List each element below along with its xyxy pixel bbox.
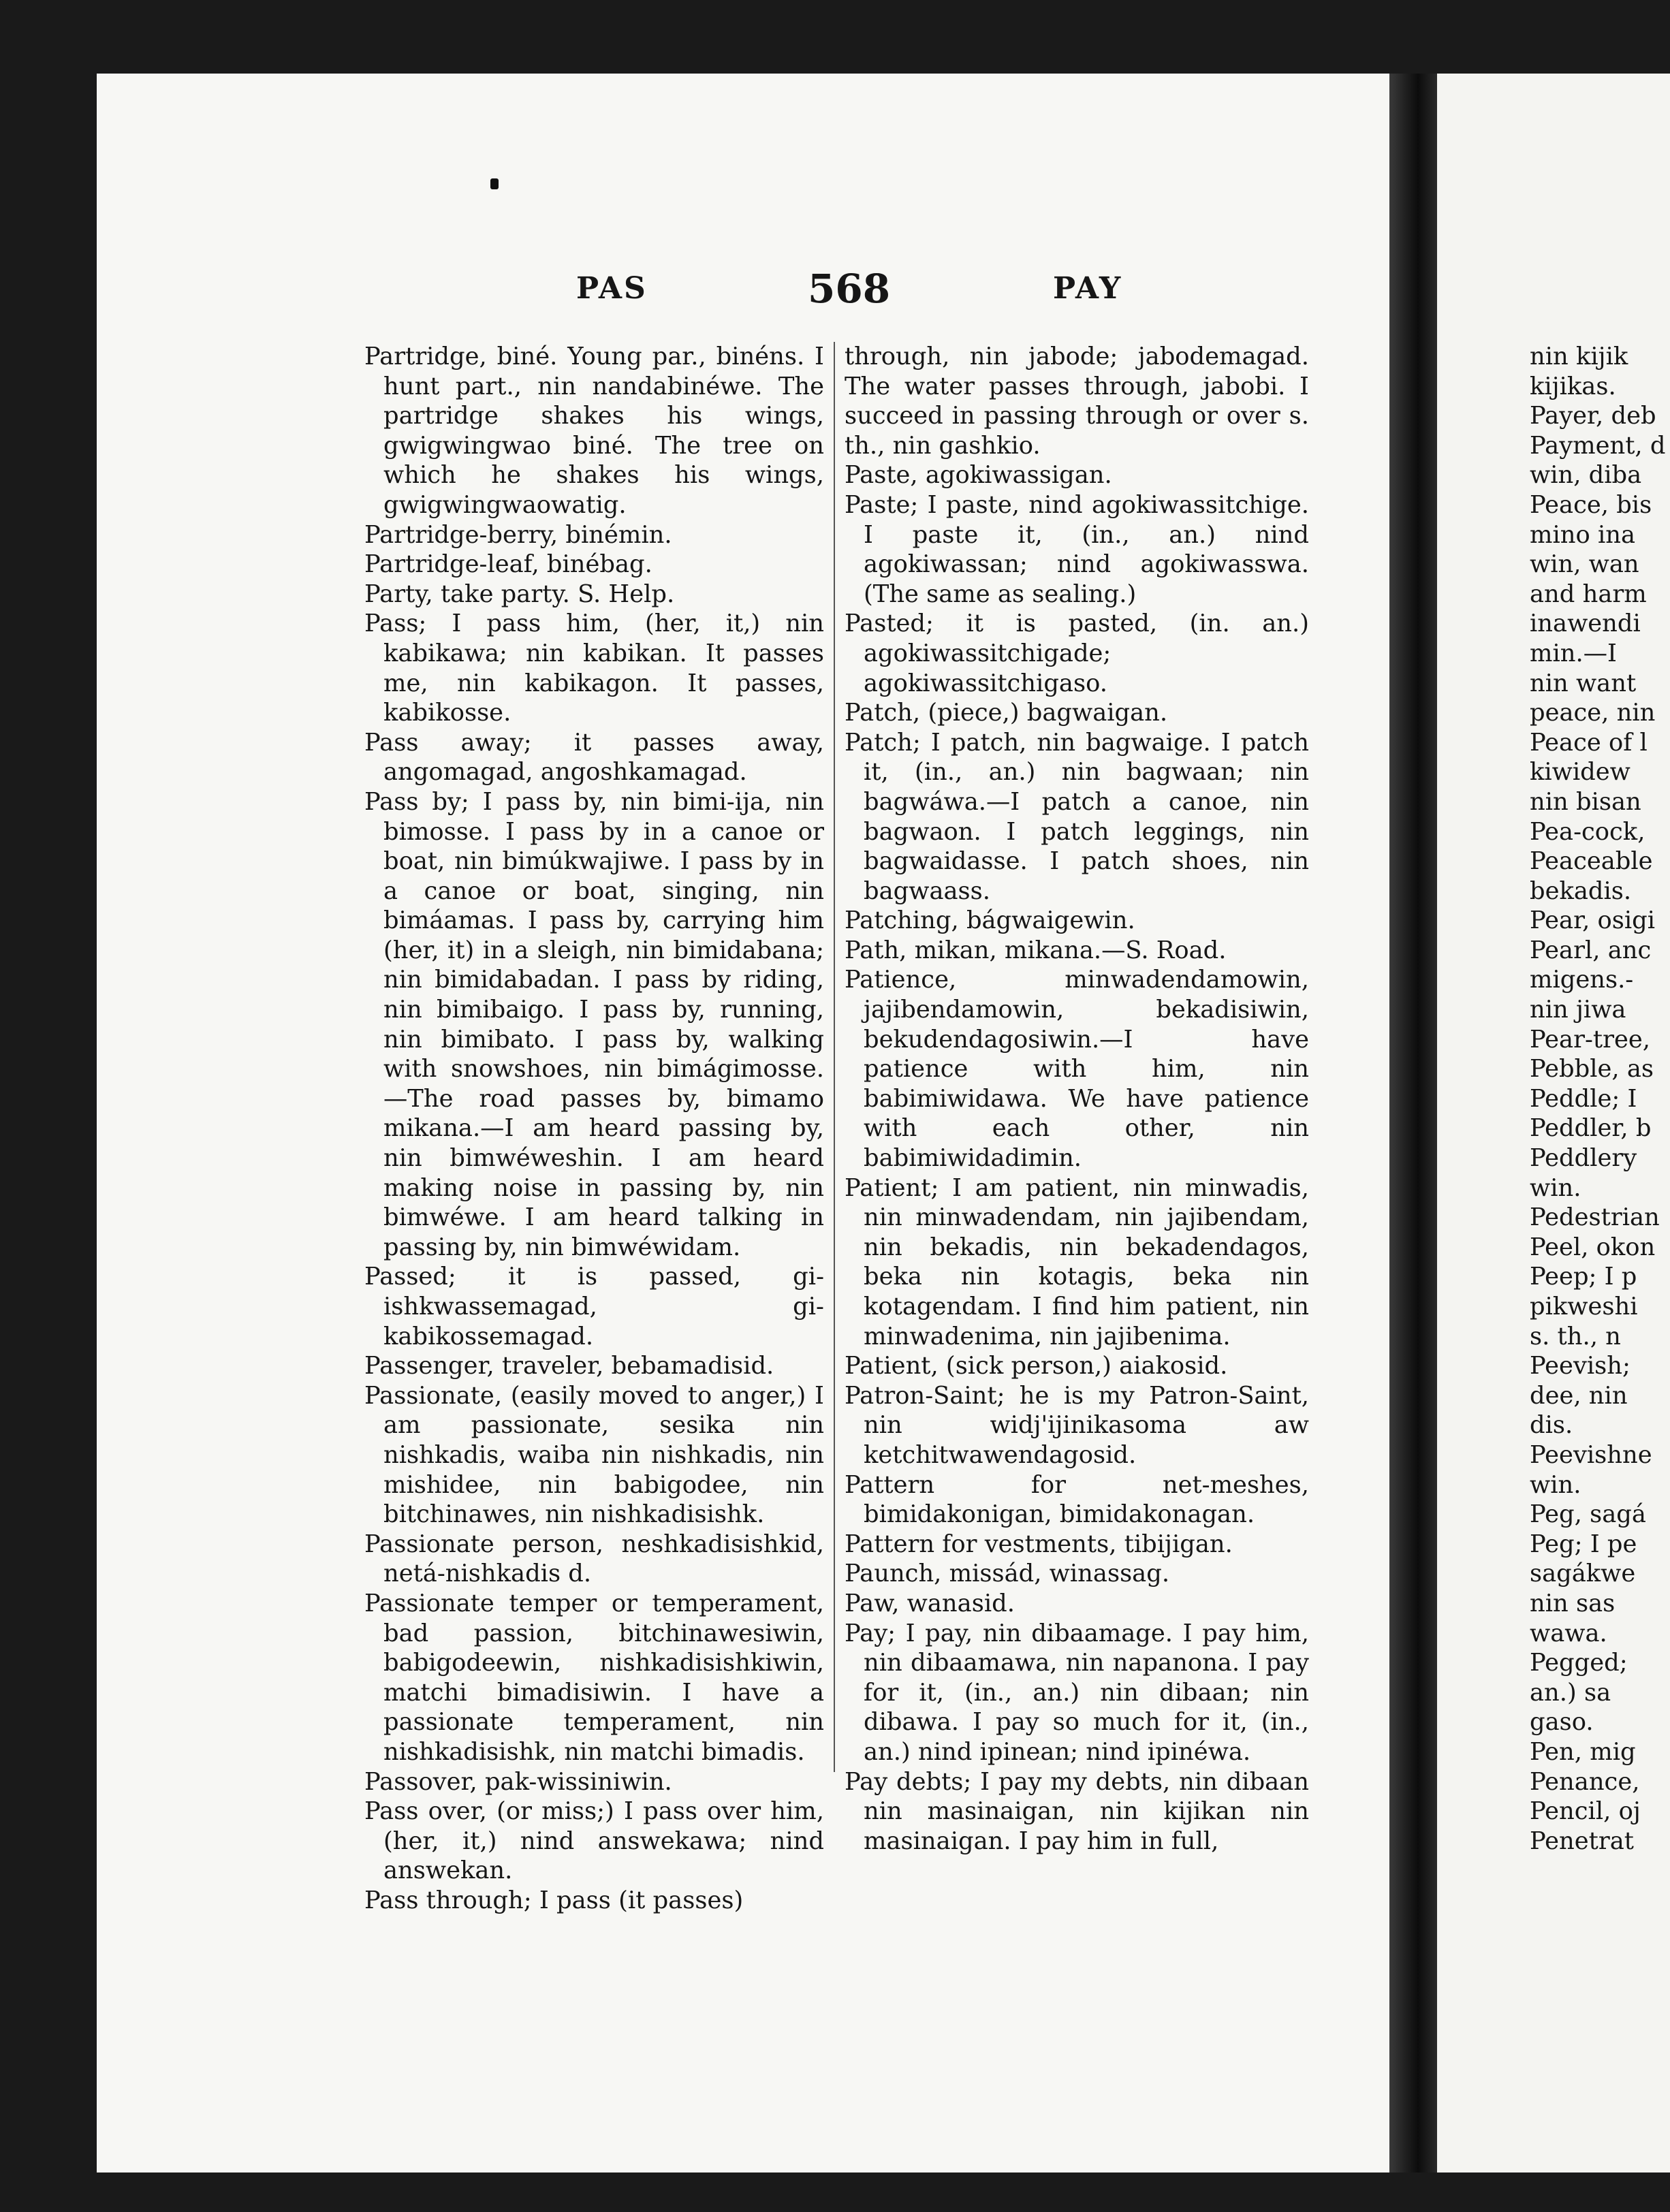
entry-fragment: Pegged; (1530, 1649, 1628, 1677)
entry-fragment: s. th., n (1530, 1322, 1621, 1350)
entry-fragment: wawa. (1530, 1619, 1607, 1647)
entry-fragment: Peace of l (1530, 728, 1648, 757)
entry-fragment: an.) sa (1530, 1678, 1611, 1707)
entry-fragment: min.—I (1530, 639, 1617, 667)
running-head-left: PAS (576, 271, 648, 306)
entry-fragment: Peevish; (1530, 1352, 1630, 1380)
entry-fragment: dee, nin (1530, 1381, 1628, 1410)
entry-fragment: inawendi (1530, 610, 1641, 638)
dictionary-column-left (364, 342, 824, 1915)
column-divider (834, 342, 835, 1772)
entry-fragment: win. (1530, 1470, 1581, 1499)
dictionary-entry: Passionate, (easily moved to anger,) I am passionate, sesika nin nishkadis, waiba nin nishkadis, nin mishidee, nin babigodee, nin bitchinawes, nin nishkadisishk. (364, 1381, 824, 1529)
dictionary-entry: Patch, (piece,) bagwaigan. (845, 699, 1168, 727)
dictionary-entry: Patience, minwadendamowin, jajibendamowin, bekadisiwin, bekudendagosiwin.—I have patience with him, nin babimiwidawa. We have patience with each other, nin babimiwidadimin. (845, 966, 1309, 1173)
dictionary-entry: Patching, bágwaigewin. (845, 906, 1135, 935)
entry-fragment: Pedestrian (1530, 1203, 1660, 1232)
dictionary-entry: Passionate person, neshkadisishkid, netá-nishkadis d. (364, 1530, 824, 1588)
dictionary-entry: Pattern for net-meshes, bimidakonigan, bimidakonagan. (845, 1470, 1309, 1529)
dictionary-entry: Partridge, biné. Young par., binéns. I hunt part., nin nandabinéwe. The partridge shakes his wings, gwigwingwao biné. The tree on which he shakes his wings, gwigwingwaowatig. (364, 343, 824, 519)
dictionary-entry: Paunch, missád, winassag. (845, 1560, 1170, 1588)
dictionary-entry: Partridge-leaf, binébag. (364, 550, 652, 579)
entry-fragment: win, diba (1530, 461, 1642, 490)
entry-fragment: Peg; I pe (1530, 1530, 1637, 1558)
entry-fragment: Peace, bis (1530, 490, 1652, 519)
entry-fragment: Peaceable (1530, 847, 1653, 876)
dictionary-entry: Pay debts; I pay my debts, nin dibaan nin masinaigan, nin kijikan nin masinaigan. I pay him in full, (845, 1767, 1309, 1855)
entry-fragment: nin want (1530, 669, 1637, 697)
entry-fragment: Peddlery (1530, 1144, 1637, 1173)
dictionary-entry: Paste; I paste, nind agokiwassitchige. I paste it, (in., an.) nind agokiwassan; nind agokiwasswa. (The same as sealing.) (845, 490, 1309, 608)
entry-fragment: Peddler, b (1530, 1114, 1652, 1143)
entry-fragment: nin kijik (1530, 343, 1628, 370)
entry-fragment: pikweshi (1530, 1293, 1638, 1321)
facing-page-column-fragment (1530, 342, 1670, 1856)
dictionary-entry: Pass; I pass him, (her, it,) nin kabikawa; nin kabikan. It passes me, nin kabikagon. It passes, kabikosse. (364, 610, 824, 727)
entry-fragment: Payer, deb (1530, 402, 1656, 430)
entry-fragment: dis. (1530, 1411, 1573, 1440)
entry-fragment: kijikas. (1530, 372, 1616, 400)
entry-fragment: nin jiwa (1530, 996, 1626, 1024)
entry-fragment: Penance, (1530, 1767, 1640, 1796)
entry-fragment: Pencil, oj (1530, 1797, 1641, 1826)
entry-fragment: win. (1530, 1173, 1581, 1202)
dictionary-entry: Pattern for vestments, tibijigan. (845, 1530, 1233, 1558)
entry-fragment: Pen, mig (1530, 1737, 1636, 1766)
book-gutter (1389, 74, 1437, 2172)
dictionary-entry: Party, take party. S. Help. (364, 580, 675, 608)
entry-fragment: Pea-cock, (1530, 817, 1645, 846)
entry-fragment: sagákwe (1530, 1560, 1636, 1588)
entry-fragment: Payment, d (1530, 431, 1666, 460)
page-number: 568 (808, 266, 891, 312)
dictionary-entry: Passionate temper or temperament, bad passion, bitchinawesiwin, babigodeewin, nishkadisishkiwin, matchi bimadisiwin. I have a passionate temperament, nin nishkadisishk, nin matchi bimadis. (364, 1589, 824, 1766)
dictionary-entry: through, nin jabode; jabodemagad. The water passes through, jabobi. I succeed in passing through or over s. th., nin gashkio. (845, 343, 1309, 460)
dictionary-entry: Pass away; it passes away, angomagad, angoshkamagad. (364, 728, 824, 787)
dictionary-entry: Partridge-berry, binémin. (364, 520, 672, 549)
dictionary-entry: Pasted; it is pasted, (in. an.) agokiwassitchigade; agokiwassitchigaso. (845, 610, 1309, 697)
entry-fragment: Peddle; I (1530, 1084, 1637, 1113)
entry-fragment: Penetrat (1530, 1827, 1634, 1855)
entry-fragment: Peep; I p (1530, 1263, 1637, 1291)
dictionary-entry: Patient, (sick person,) aiakosid. (845, 1352, 1228, 1380)
dictionary-entry: Patient; I am patient, nin minwadis, nin minwadendam, nin jajibendam, nin bekadis, nin bekadendagos, beka nin kotagis, beka nin kotagendam. I find him patient, nin minwadenima, nin jajibenima. (845, 1173, 1309, 1350)
entry-fragment: Peevishne (1530, 1440, 1652, 1469)
dictionary-entry: Pay; I pay, nin dibaamage. I pay him, nin dibaamawa, nin napanona. I pay for it, (in., an.) nin dibaan; nin dibawa. I pay so much for it, (in., an.) nind ipinean; nind ipinéwa. (845, 1619, 1309, 1766)
entry-fragment: Pearl, anc (1530, 936, 1652, 964)
entry-fragment: nin bisan (1530, 787, 1641, 816)
dictionary-entry: Passed; it is passed, gi-ishkwassemagad, gi-kabikossemagad. (364, 1263, 824, 1350)
dictionary-entry: Passenger, traveler, bebamadisid. (364, 1352, 774, 1380)
entry-fragment: Pear-tree, (1530, 1025, 1650, 1054)
entry-fragment: bekadis. (1530, 876, 1632, 905)
entry-fragment: win, wan (1530, 550, 1639, 579)
entry-fragment: and harm (1530, 580, 1647, 608)
entry-fragment: mino ina (1530, 520, 1636, 549)
dictionary-column-right (845, 342, 1309, 1856)
dictionary-entry: Pass by; I pass by, nin bimi-ija, nin bimosse. I pass by in a canoe or boat, nin bimúkwajiwe. I pass by in a canoe or boat, singing, nin bimáamas. I pass by, carrying him (her, it) in a sleigh, nin bimidabana; nin bimidabadan. I pass by riding, nin bimibaigo. I pass by, running, nin bimibato. I pass by, walking with snowshoes, nin bimágimosse.—The road passes by, bimamo mikana.—I am heard passing by, nin bimwéweshin. I am heard making noise in passing by, nin bimwéwe. I am heard talking in passing by, nin bimwéwidam. (364, 787, 824, 1261)
entry-fragment: Pear, osigi (1530, 906, 1656, 935)
dictionary-entry: Paw, wanasid. (845, 1589, 1015, 1617)
entry-fragment: nin sas (1530, 1589, 1616, 1617)
entry-fragment: Pebble, as (1530, 1055, 1654, 1084)
dictionary-entry: Passover, pak-wissiniwin. (364, 1767, 672, 1796)
entry-fragment: migens.- (1530, 966, 1634, 994)
entry-fragment: gaso. (1530, 1708, 1594, 1737)
entry-fragment: Peel, okon (1530, 1233, 1656, 1261)
running-head-right: PAY (1053, 271, 1123, 306)
dictionary-entry: Pass through; I pass (it passes) (364, 1886, 744, 1914)
dictionary-entry: Patch; I patch, nin bagwaige. I patch it, (in., an.) nin bagwaan; nin bagwáwa.—I patch a canoe, nin bagwaon. I patch leggings, nin bagwaidasse. I patch shoes, nin bagwaass. (845, 728, 1309, 905)
dictionary-entry: Patron-Saint; he is my Patron-Saint, nin widj'ijinikasoma aw ketchitwawendagosid. (845, 1381, 1309, 1469)
entry-fragment: Peg, sagá (1530, 1500, 1646, 1529)
dictionary-entry: Paste, agokiwassigan. (845, 461, 1112, 490)
dictionary-entry: Pass over, (or miss;) I pass over him, (her, it,) nind answekawa; nind answekan. (364, 1797, 824, 1885)
entry-fragment: peace, nin (1530, 699, 1656, 727)
entry-fragment: kiwidew (1530, 758, 1630, 787)
dictionary-entry: Path, mikan, mikana.—S. Road. (845, 936, 1227, 964)
ink-speck (490, 178, 499, 189)
